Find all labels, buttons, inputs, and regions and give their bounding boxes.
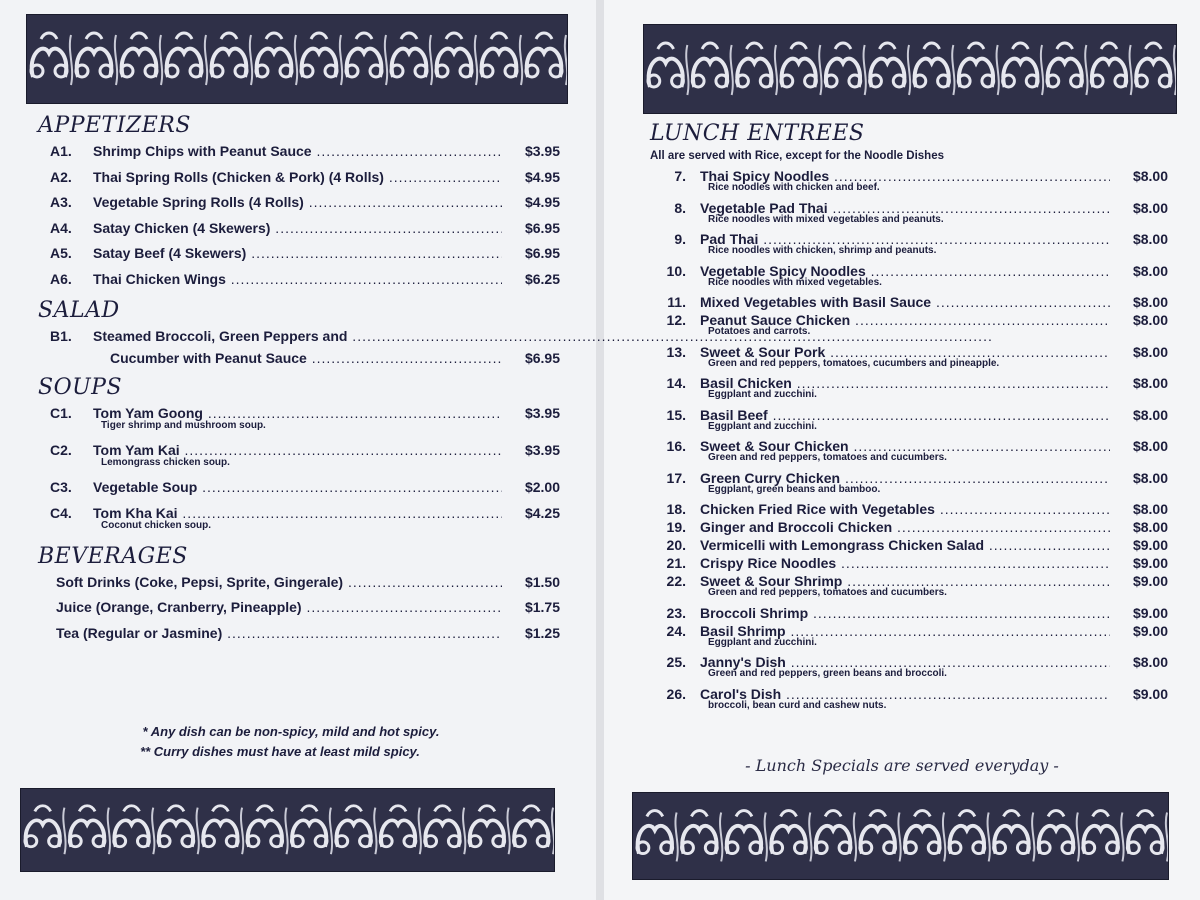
entree-number: 21. [666,555,686,571]
entree-name: Sweet & Sour Shrimp ..... [700,573,1110,589]
entree-name: Basil Beef ..... [700,407,1110,423]
entree-item [650,407,1170,439]
entree-item [650,537,1170,555]
entree-name: Thai Spicy Noodles ..... [700,168,1110,184]
lunch-entrees-column [650,120,1170,717]
entree-price: $9.00 [1132,537,1168,553]
entree-description: Eggplant and zucchini. [708,420,817,432]
entree-number: 18. [666,501,686,517]
item-price: $2.00 [524,479,560,495]
entree-name: Basil Shrimp ..... [700,623,1110,639]
entree-description: Rice noodles with mixed vegetables. [708,276,882,288]
item-name: Tom Yam Kai ..... [93,439,502,461]
spice-note-1: * Any dish can be non-spicy, mild and hot spicy. [142,724,440,739]
menu-item [38,325,564,372]
entree-number: 23. [666,604,686,621]
item-description: Coconut chicken soup. [101,519,212,531]
entree-description: Rice noodles with chicken, shrimp and peanuts. [708,245,937,256]
entree-name: Ginger and Broccoli Chicken ..... [700,519,1110,535]
entree-description: broccoli, bean curd and cashew nuts. [708,699,887,711]
entree-price: $9.00 [1132,573,1168,589]
ornament-pattern [21,789,554,871]
entree-item [650,312,1170,344]
entree-name: Broccoli Shrimp ..... [700,605,1110,621]
bottom-left-ornament-banner [20,788,555,872]
entree-name: Mixed Vegetables with Basil Sauce ..... [700,294,1110,310]
entree-item [650,231,1170,263]
ornament-pattern [633,793,1168,879]
entree-item [650,573,1170,605]
item-price: $3.95 [524,405,560,421]
item-name: Steamed Broccoli, Green Peppers and ..... [93,325,502,347]
entree-number: 22. [666,573,686,589]
entree-price: $8.00 [1132,168,1168,184]
entree-number: 11. [667,294,686,310]
menu-item [38,268,564,294]
item-code: C3. [50,479,72,495]
entree-name: Sweet & Sour Chicken ..... [700,438,1110,454]
ornament-pattern [27,15,567,103]
menu-item [38,140,564,166]
entree-name: Janny's Dish ..... [700,654,1110,670]
entree-name: Basil Chicken ..... [700,375,1110,391]
entree-number: 19. [666,519,686,535]
item-code: C1. [50,405,72,421]
menu-item [38,502,564,539]
menu-item [38,439,564,476]
item-code: C2. [50,442,72,458]
entree-number: 9. [674,231,686,247]
entree-description: Eggplant, green beans and bamboo. [708,483,881,495]
lunch-entrees-subtitle: All are served with Rice, except for the Noodle Dishes [650,150,944,162]
entree-number: 8. [674,199,686,216]
bottom-right-ornament-banner [632,792,1169,880]
entree-name: Peanut Sauce Chicken ..... [700,312,1110,328]
ornament-pattern [644,25,1176,113]
item-code: C4. [50,504,72,521]
entree-description: Rice noodles with chicken and beef. [708,182,880,193]
item-code: A4. [50,219,72,236]
entree-price: $8.00 [1132,438,1168,454]
item-price: $1.50 [524,573,560,590]
item-name-continued: Cucumber with Peanut Sauce ..... [110,347,502,369]
item-code: A2. [50,168,72,185]
entree-name: Chicken Fried Rice with Vegetables ..... [700,501,1110,517]
item-price: $3.95 [524,143,560,159]
page-fold [596,0,604,900]
soups-heading: SOUPS [38,375,123,400]
entree-price: $8.00 [1132,262,1168,279]
item-name: Soft Drinks (Coke, Pepsi, Sprite, Gingerale) ..... [56,571,502,593]
item-name: Shrimp Chips with Peanut Sauce ..... [93,140,502,162]
soups-list [38,402,564,539]
entree-item [650,263,1170,295]
top-right-ornament-banner [643,24,1177,114]
entree-price: $9.00 [1132,604,1168,621]
entree-price: $8.00 [1132,375,1168,391]
item-description: Tiger shrimp and mushroom soup. [101,420,266,431]
entree-item [650,605,1170,623]
entree-description: Eggplant and zucchini. [708,389,817,400]
menu-item [38,571,564,597]
item-name: Tea (Regular or Jasmine) ..... [56,622,502,644]
entree-price: $8.00 [1132,199,1168,216]
top-left-ornament-banner [26,14,568,104]
entree-price: $8.00 [1132,231,1168,247]
entree-description: Potatoes and carrots. [708,326,811,337]
entree-price: $8.00 [1132,294,1168,310]
item-price: $4.95 [524,168,560,185]
lunch-specials-note: - Lunch Specials are served everyday - [745,756,1059,775]
entree-item [650,438,1170,470]
item-name: Satay Beef (4 Skewers) ..... [93,242,502,264]
entree-price: $8.00 [1132,519,1168,535]
menu-item [38,596,564,622]
item-code: A6. [50,270,72,287]
entree-description: Green and red peppers, tomatoes and cucumbers. [708,587,947,598]
entree-price: $8.00 [1132,343,1168,360]
item-description: Lemongrass chicken soup. [101,457,230,468]
item-price: $6.95 [524,350,560,366]
appetizers-heading: APPETIZERS [38,113,191,138]
item-price: $4.25 [524,504,560,521]
entree-item [650,200,1170,232]
entree-description: Eggplant and zucchini. [708,636,817,648]
item-name: Tom Kha Kai ..... [93,502,502,524]
entree-price: $8.00 [1132,406,1168,423]
entree-price: $9.00 [1132,622,1168,639]
item-name: Thai Spring Rolls (Chicken & Pork) (4 Rolls) ..... [93,166,502,188]
entree-name: Vegetable Spicy Noodles ..... [700,263,1110,279]
item-code: A1. [50,143,72,159]
entree-price: $8.00 [1132,469,1168,486]
item-price: $3.95 [524,442,560,458]
entree-number: 10. [666,262,686,279]
entree-description: Green and red peppers, green beans and broccoli. [708,668,947,679]
entree-price: $8.00 [1132,501,1168,517]
entree-price: $8.00 [1132,312,1168,328]
menu-item [38,242,564,268]
spice-notes [0,722,560,762]
entree-number: 7. [674,168,686,184]
lunch-entrees-heading: LUNCH ENTREES [650,121,865,146]
entrees-list [650,168,1170,717]
entree-item [650,686,1170,718]
entree-item [650,654,1170,686]
entree-number: 14. [666,375,686,391]
entree-item [650,168,1170,200]
menu-item [38,217,564,243]
entree-description: Rice noodles with mixed vegetables and peanuts. [708,213,944,225]
entree-item [650,470,1170,502]
entree-number: 16. [666,438,686,454]
entree-number: 15. [666,406,686,423]
entree-item [650,375,1170,407]
entree-number: 24. [666,622,686,639]
item-code: A3. [50,194,72,210]
entree-name: Vermicelli with Lemongrass Chicken Salad ..... [700,537,1110,553]
entree-description: Green and red peppers, tomatoes and cucumbers. [708,452,947,463]
entree-name: Pad Thai ..... [700,231,1110,247]
entree-item [650,519,1170,537]
item-name: Satay Chicken (4 Skewers) ..... [93,217,502,239]
entree-number: 25. [666,654,686,670]
entree-item [650,344,1170,376]
item-name: Juice (Orange, Cranberry, Pineapple) ..... [56,596,502,618]
item-name: Vegetable Soup ..... [93,476,502,498]
spice-note-2: ** Curry dishes must have at least mild spicy. [140,744,420,759]
entree-name: Carol's Dish ..... [700,686,1110,702]
entree-number: 26. [666,685,686,702]
item-name: Vegetable Spring Rolls (4 Rolls) ..... [93,191,502,213]
salad-heading: SALAD [38,298,120,323]
entree-name: Crispy Rice Noodles ..... [700,555,1110,571]
entree-number: 20. [666,537,686,553]
item-code: B1. [50,328,72,344]
entree-price: $8.00 [1132,654,1168,670]
item-price: $4.95 [524,194,560,210]
entree-description: Green and red peppers, tomatoes, cucumbers and pineapple. [708,357,1000,369]
item-price: $6.95 [524,219,560,236]
item-code: A5. [50,245,72,261]
item-name: Tom Yam Goong ..... [93,402,502,424]
entree-name: Green Curry Chicken ..... [700,470,1110,486]
item-price: $6.25 [524,270,560,287]
menu-item [38,402,564,439]
menu-item [38,191,564,217]
entree-item [650,501,1170,519]
item-price: $6.95 [524,245,560,261]
item-price: $1.75 [524,599,560,615]
entree-name: Sweet & Sour Pork ..... [700,344,1110,360]
menu-item [38,476,564,502]
item-name: Thai Chicken Wings ..... [93,268,502,290]
entree-price: $9.00 [1132,555,1168,571]
beverages-heading: BEVERAGES [38,543,188,569]
entree-price: $9.00 [1132,685,1168,702]
entree-number: 12. [666,312,686,328]
menu-item [38,622,564,648]
entree-number: 17. [666,469,686,486]
entree-number: 13. [666,343,686,360]
menu-item [38,166,564,192]
beverages-list [38,571,564,648]
left-menu-column [38,112,564,647]
entree-item [650,623,1170,655]
entree-name: Vegetable Pad Thai ..... [700,200,1110,216]
item-price: $1.25 [524,624,560,641]
entree-item [650,555,1170,573]
entree-item [650,294,1170,312]
appetizers-list [38,140,564,293]
